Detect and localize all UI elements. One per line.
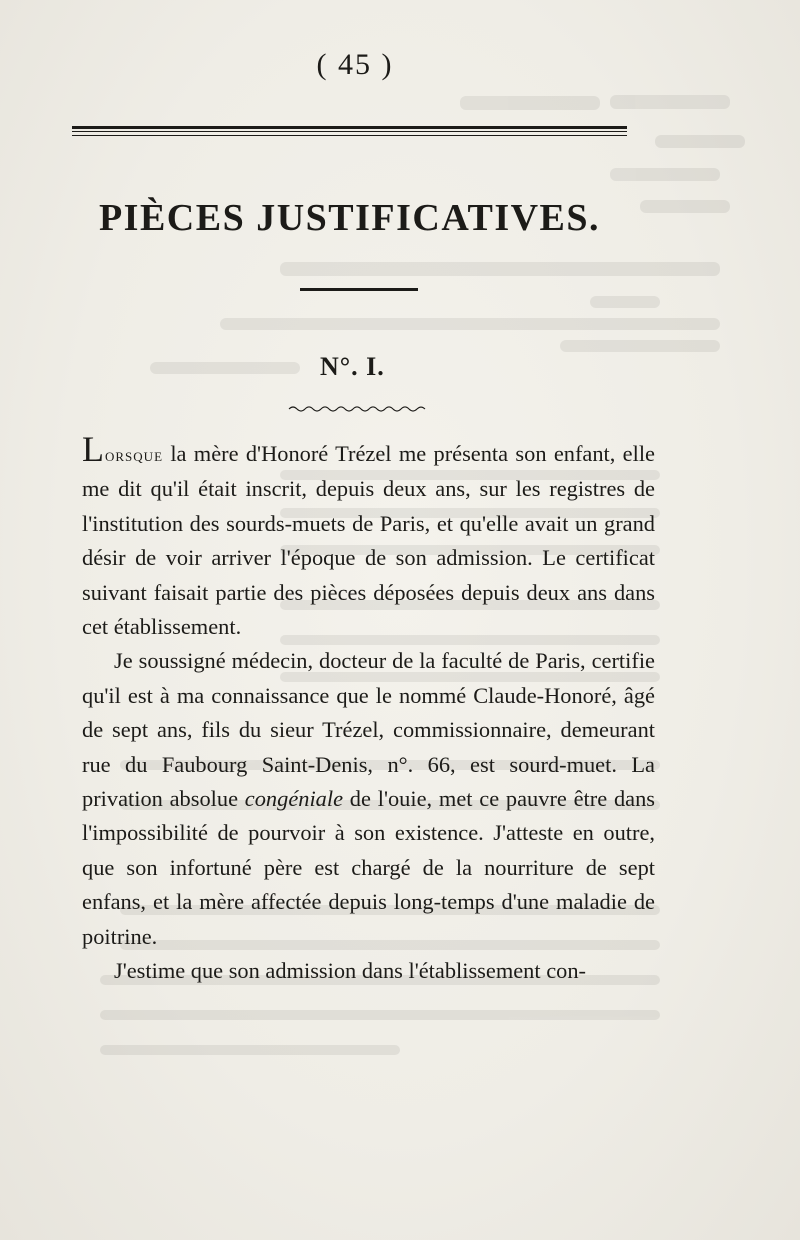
document-number: N°. I. <box>320 352 385 381</box>
page-number: ( 45 ) <box>316 48 394 81</box>
heading-underline <box>300 288 418 291</box>
body-text <box>82 429 655 989</box>
small-caps-lead: orsque <box>105 445 164 465</box>
paragraph-2-text-end: de l'ouie, met ce pauvre être dans l'impossibilité de pourvoir à son existence. J'atteste en outre, que son infortuné père est chargé de la nourriture de sept enfans, et la mère affectée depuis long-temps d'une maladie de poitrine. <box>82 786 655 949</box>
paragraph-1-text: la mère d'Honoré Trézel me présenta son enfant, elle me dit qu'il était inscrit, depuis deux ans, sur les registres de l'institution des sourds-muets de Paris, et qu'elle avait un grand désir de voir arriver l'époque de son admission. Le certificat suivant faisait partie des pièces déposées depuis deux ans dans cet établissement. <box>82 441 655 640</box>
ornamental-squiggle <box>287 404 427 414</box>
paragraph-1 <box>82 429 655 644</box>
paragraph-3: J'estime que son admission dans l'établissement con- <box>114 958 586 984</box>
header-double-rule <box>72 126 627 136</box>
paragraph-2 <box>82 644 655 954</box>
paragraph-2-text-start: Je soussigné médecin, docteur de la faculté de Paris, certifie qu'il est à ma connaissance que le nommé Claude-Honoré, âgé de sept ans, fils du sieur Trézel, commissionnaire, demeurant rue du Faubourg Saint-Denis, n°. 66, est sourd-muet. La privation absolue <box>82 648 655 812</box>
italic-word: congéniale <box>244 786 344 812</box>
drop-cap: L <box>82 429 105 469</box>
section-heading: PIÈCES JUSTIFICATIVES. <box>98 197 601 239</box>
